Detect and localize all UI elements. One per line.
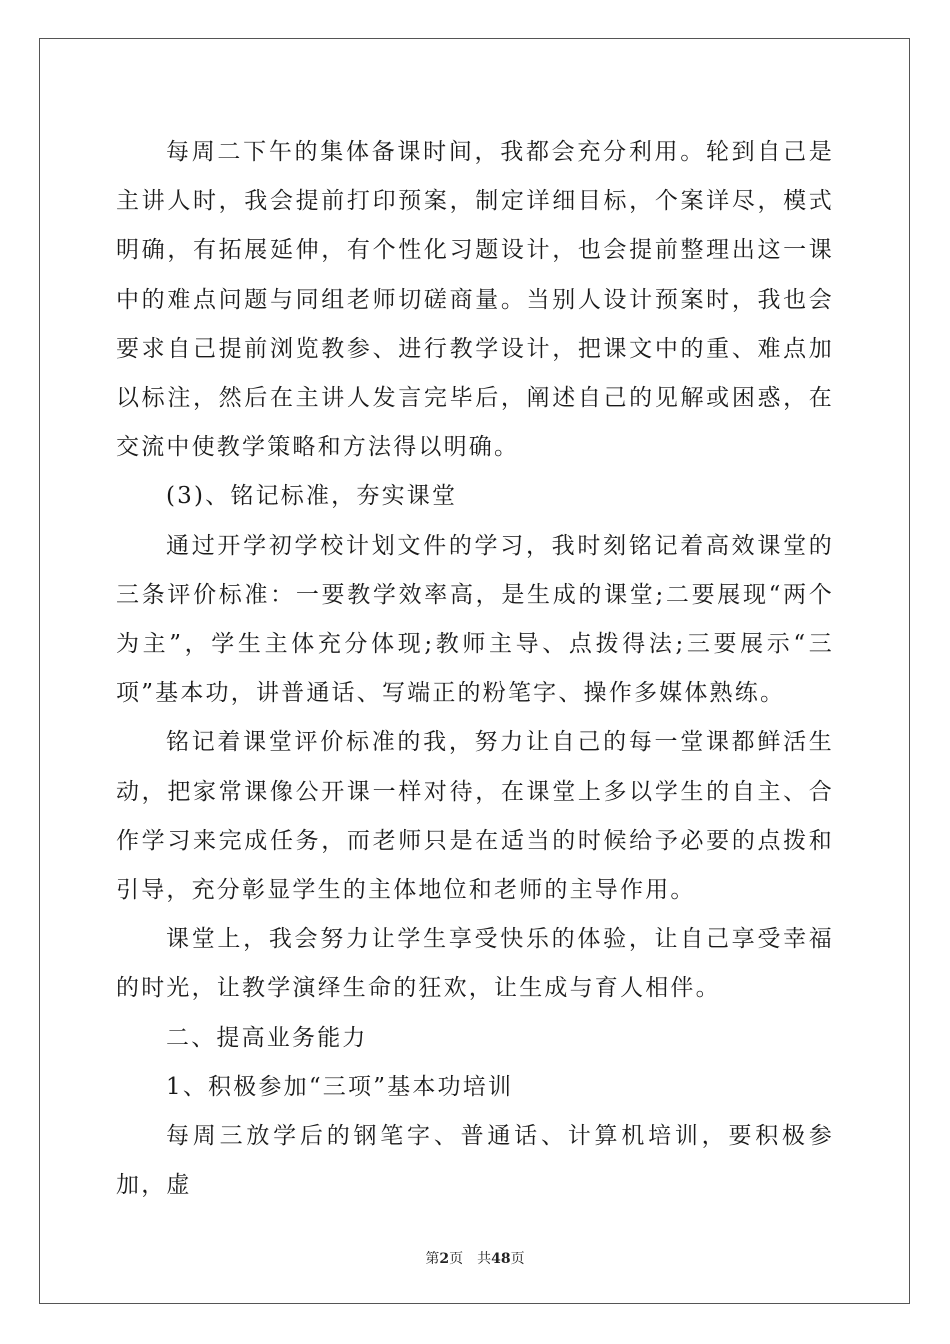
paragraph-collective-lesson-prep: 每周二下午的集体备课时间，我都会充分利用。轮到自己是主讲人时，我会提前打印预案，制定详细目标，个案详尽，模式明确，有拓展延伸，有个性化习题设计，也会提前整理出这一课中的难点问题与同组老师切磋商量。当别人设计预案时，我也会要求自己提前浏览教参、进行教学设计，把课文中的重、难点加以标注，然后在主讲人发言完毕后，阐述自己的见解或困惑，在交流中使教学策略和方法得以明确。 bbox=[116, 139, 834, 461]
total-suffix: 页 bbox=[510, 1251, 525, 1267]
paragraph-wednesday-training: 每周三放学后的钢笔字、普通话、计算机培训，要积极参加，虚 bbox=[116, 1123, 834, 1199]
heading-basic-skills-training: 1、积极参加“三项”基本功培训 bbox=[166, 1073, 514, 1100]
paragraph-vivid-lessons: 铭记着课堂评价标准的我，努力让自己的每一堂课都鲜活生动，把家常课像公开课一样对待，在课堂上多以学生的自主、合作学习来完成任务，而老师只是在适当的时候给予必要的点拨和引导，充分彰显学生的主体地位和老师的主导作用。 bbox=[116, 729, 834, 904]
paragraph-happy-classroom: 课堂上，我会努力让学生享受快乐的体验，让自己享受幸福的时光，让教学演绎生命的狂欢，让生成与育人相伴。 bbox=[116, 926, 834, 1002]
paragraph-evaluation-standards: 通过开学初学校计划文件的学习，我时刻铭记着高效课堂的三条评价标准：一要教学效率高，是生成的课堂;二要展现“两个为主”，学生主体充分体现;教师主导、点拨得法;三要展示“三项”基本功，讲普通话、写端正的粉笔字、操作多媒体熟练。 bbox=[116, 532, 834, 707]
page-suffix: 页 bbox=[449, 1251, 464, 1267]
page-number: 2 bbox=[439, 1251, 450, 1267]
total-prefix: 共 bbox=[477, 1251, 492, 1267]
heading-improve-ability: 二、提高业务能力 bbox=[166, 1024, 368, 1051]
total-pages: 48 bbox=[491, 1251, 511, 1267]
heading-remember-standards: (3)、铭记标准，夯实课堂 bbox=[166, 483, 458, 510]
page-prefix: 第 bbox=[425, 1251, 440, 1267]
document-body bbox=[116, 128, 834, 1210]
page-footer bbox=[0, 1248, 950, 1268]
